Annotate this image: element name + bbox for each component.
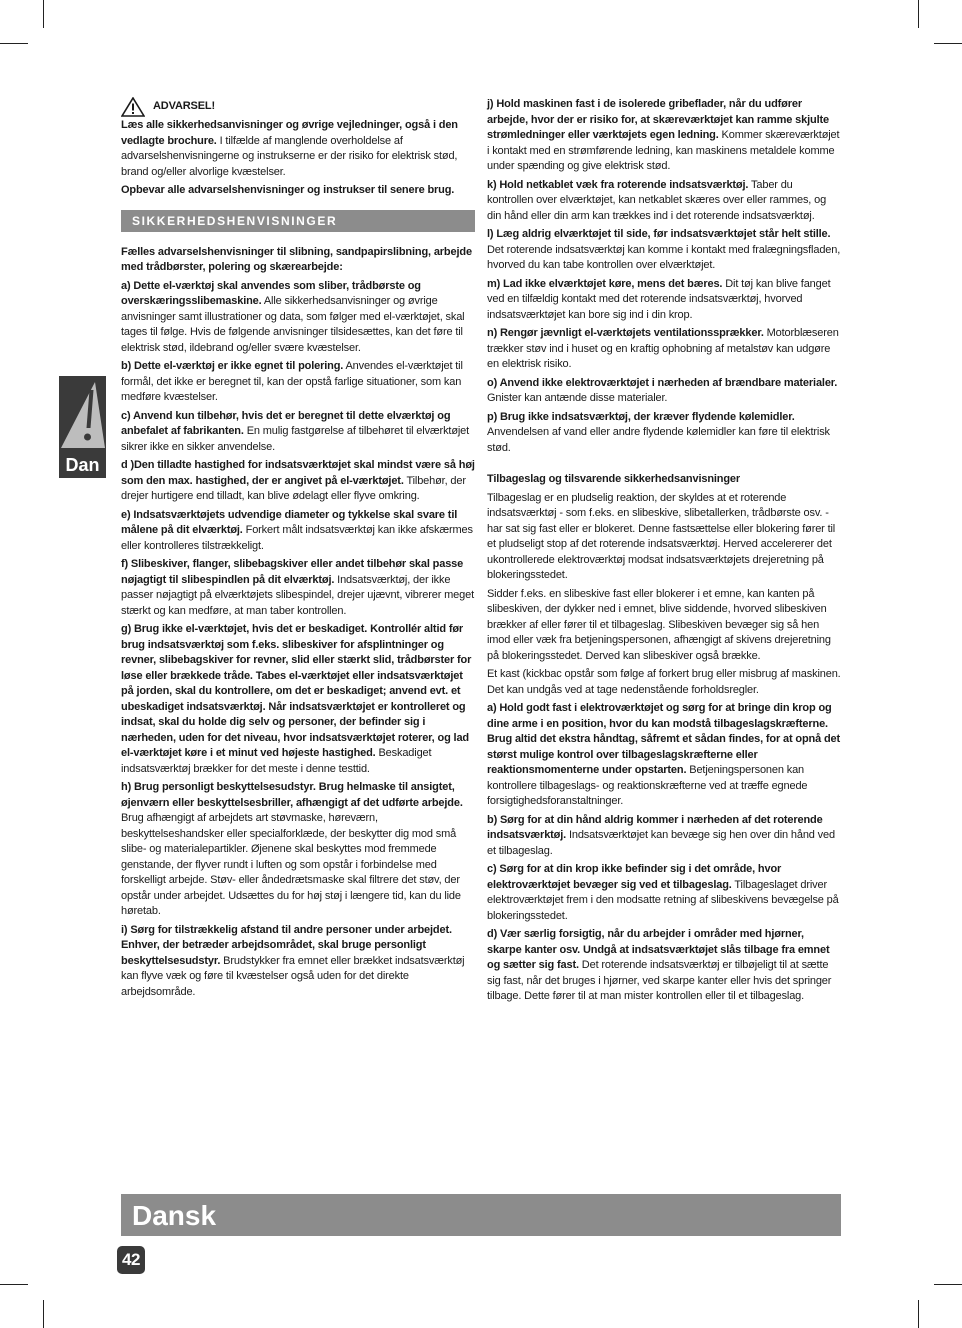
warning-triangle-icon bbox=[121, 97, 145, 117]
list-item: k) Hold netkablet væk fra roterende indsatsværktøj. Taber du kontrollen over elværktøjet, kan netkablet skæres over eller rammes, og din hånd eller din arm kan trækkes ind i det roterende indsatsværktøj. bbox=[487, 178, 827, 222]
footer-language-title: Dansk bbox=[132, 1200, 217, 1231]
crop-mark bbox=[918, 0, 919, 28]
list-item: m) Lad ikke elværktøjet køre, mens det bæres. Dit tøj kan blive fanget ved en tilfældig kontakt med det roterende indsatsværktøj, hvorved indsatsværktøjet kan bore sig ind i din krop. bbox=[487, 277, 831, 321]
side-tab-label: Dan bbox=[65, 455, 100, 475]
crop-mark bbox=[0, 1284, 28, 1285]
language-side-tab bbox=[59, 376, 106, 478]
list-item: a) Hold godt fast i elektroværktøjet og sørg for at bringe din krop og dine arme i en position, hvor du kan modstå tilbageslagskræfterne. Brug altid det ekstra håndtag, såfremt et sådan findes, for at opnå det størst mulige kontrol over tilbageslagskræfterne eller reaktionsmomenterne under opstarten. Betjeningspersonen kan kontrollere tilbageslags- og reaktionskræfterne ved at træffe egnede forsigtighedsforanstaltninger. bbox=[487, 702, 841, 807]
intro-paragraph: Læs alle sikkerhedsanvisninger og øvrige vejledninger, også i den vedlagte brochure. I tilfælde af manglende overholdelse af advarselshenvisningerne og instrukserne er der risiko for elektrisk stød, brand og/eller alvorlige kvæstelser. bbox=[121, 119, 458, 178]
list-item: o) Anvend ikke elektroværktøjet i nærheden af brændbare materialer. Gnister kan antænde disse materialer. bbox=[487, 376, 838, 404]
list-item: b) Dette el-værktøj er ikke egnet til polering. Anvendes el-værktøjet til formål, det ikke er beregnet til, kan der opstå farlige situationer, som kan medføre kvæstelser. bbox=[121, 360, 463, 403]
crop-mark bbox=[934, 43, 962, 44]
crop-mark bbox=[43, 0, 44, 28]
crop-mark bbox=[43, 1300, 44, 1328]
page-number: 42 bbox=[117, 1246, 145, 1274]
list-item: n) Rengør jævnligt el-værktøjets ventilationssprækker. Motorblæseren trækker støv ind i huset og en kraftig ophobning af metalstøv kan udgøre en elektrisk risiko. bbox=[487, 327, 839, 370]
list-item: a) Dette el-værktøj skal anvendes som sliber, trådbørste og overskæringsslibemaskine. Alle sikkerhedsanvisninger og øvrige anvisninger samt illustrationer og data, som følger med el-værktøjet, skal tages til følge. Hvis de følgende anvisninger tilsidesættes, kan det føre til elektrisk stød, ildebrand og/eller svære kvæstelser. bbox=[121, 279, 465, 354]
list-item: b) Sørg for at din hånd aldrig kommer i nærheden af det roterende indsatsværktøj. Indsatsværktøjet kan bevæge sig hen over din hånd ved et tilbageslag. bbox=[487, 813, 835, 857]
list-item: e) Indsatsværktøjets udvendige diameter og tykkelse skal svare til målene på dit elværktøj. Forkert målt indsatsværktøj kan ikke afskærmes eller kontrolleres tilstrækkeligt. bbox=[121, 508, 473, 552]
list-item: h) Brug personligt beskyttelsesudstyr. Brug helmaske til ansigtet, øjenværn eller beskyttelsesbriller, afhængigt af det udførte arbejde. Brug afhængigt af arbejdets art støvmaske, høreværn, beskyttelseshandsker eller specialforklæde, der beskytter dig mod små slibe- og materialepartikler. Øjenene skal beskyttes mod fremmede genstande, der flyver rundt i luften og som opstår i forbindelse med forskelligt arbejde. Støv- eller åndedrætsmaske skal filtrere det støv, der opstår under arbejdet. Udsættes du for høj støj i længere tid, kan du lide høretab. bbox=[121, 781, 463, 917]
list-item: f) Slibeskiver, flanger, slibebagskiver eller andet tilbehør skal passe nøjagtigt til slibespindlen på dit elværktøj. Indsatsværktøj, der ikke passer nøjagtigt på elværktøjets slibespindel, drejer ujævnt, vibrerer meget stærkt og kan medføre, at man taber kontrollen. bbox=[121, 558, 474, 617]
list-item: p) Brug ikke indsatsværktøj, der kræver flydende kølemidler. Anvendelsen af vand eller andre flydende kølemidler kan føre til elektrisk stød. bbox=[487, 410, 830, 454]
right-column bbox=[487, 97, 841, 1008]
keep-instructions: Opbevar alle advarselshenvisninger og instrukser til senere brug. bbox=[121, 184, 455, 196]
crop-mark bbox=[0, 43, 28, 44]
list-item: j) Hold maskinen fast i de isolerede gribeflader, når du udfører arbejde, hvor der er risiko for, at skæreværktøjet kan ramme skjulte strømledninger eller værktøjets egen ledning. Kommer skæreværktøjet i kontakt med en strømførende ledning, kan maskinens metaldele komme under spænding og give elektrisk stød. bbox=[487, 98, 840, 172]
warning-title: ADVARSEL! bbox=[153, 100, 216, 113]
list-item: l) Læg aldrig elværktøjet til side, før indsatsværktøjet står helt stille. Det roterende indsatsværktøj kan komme i kontakt med fralægningsfladen, hvorved du kan tabe kontrollen over elværktøjet. bbox=[487, 228, 841, 271]
language-footer-bar bbox=[121, 1194, 841, 1236]
list-item: c) Anvend kun tilbehør, hvis det er beregnet til dette elværktøj og anbefalet af fabrikanten. En mulig fastgørelse af tilbehøret til elværktøjet sikrer ikke en sikker anvendelse. bbox=[121, 409, 470, 453]
common-heading: Fælles advarselshenvisninger til slibning, sandpapirslibning, arbejde med trådbørster, polering og skærearbejde: bbox=[121, 245, 472, 273]
list-item: d )Den tilladte hastighed for indsatsværktøjet skal mindst være så høj som den max. hastighed, der er angivet på el-værktøjet. Tilbehør, der drejer hurtigere end tilladt, kan blive ødelagt eller flyve omkring. bbox=[121, 459, 475, 502]
list-item: i) Sørg for tilstrækkelig afstand til andre personer under arbejdet. Enhver, der betræder arbejdsområdet, skal bruge personligt beskyttelsesudstyr. Brudstykker fra emnet eller brækket indsatsværktøj kan flyve væk og føre til kvæstelser også uden for det direkte arbejdsområde. bbox=[121, 923, 465, 998]
kickback-paragraph: Sidder f.eks. en slibeskive fast eller blokerer i et emne, kan kanten på slibeskiven, der dykker ned i emnet, blive siddende, hvorved slibeskiven brækker af eller fører til et tilbageslag. Slibeskiven bevæger sig så hen imod eller væk fra betjeningspersonen, afhængigt af skivens drejeretning på blokeringsstedet. Derved kan slibeskiver også brække. bbox=[487, 587, 831, 662]
crop-mark bbox=[918, 1300, 919, 1328]
crop-mark bbox=[934, 1284, 962, 1285]
list-item: d) Vær særlig forsigtig, når du arbejder i områder med hjørner, skarpe kanter osv. Undgå at indsatsværktøjet slås tilbage fra emnet og sætter sig fast. Det roterende indsatsværktøj er tilbøjeligt til at sætte sig fast, når det bruges i hjørner, ved skarpe kanter eller hvis det springer tilbage. Dette fører til at man mister kontrollen eller til et tilbageslag. bbox=[487, 928, 832, 1002]
warning-header bbox=[121, 97, 475, 117]
section-title-bar: SIKKERHEDSHENVISNINGER bbox=[121, 210, 475, 232]
list-item: g) Brug ikke el-værktøjet, hvis det er beskadiget. Kontrollér altid før brug indsatsværktøj som f.eks. slibeskiver for afsplintninger og revner, slibebagskiver for revner, slid eller stærkt slid, trådbørster for løse eller brækkede tråde. Tabes el-værktøjet eller indsatsværktøjet på jorden, skal du kontrollere, om det er beskadiget; anvend evt. et ubeskadiget indsatsværktøj. Når indsatsværktøjet er kontrolleret og indsat, skal du holde dig selv og personer, der befinder sig i nærheden, uden for det niveau, hvor indsatsværktøjet roterer, og lad el-værktøjet køre i et minut ved højeste hastighed. Beskadiget indsatsværktøj brækker for det meste i denne testtid. bbox=[121, 623, 472, 775]
list-item: c) Sørg for at din krop ikke befinder sig i det område, hvor elektroværktøjet bevæger sig ved et tilbageslag. Tilbageslaget driver elektroværktøjet frem i den modsatte retning af slibeskivens bevægelse på blokeringsstedet. bbox=[487, 863, 839, 922]
kickback-paragraph: Tilbageslag er en pludselig reaktion, der skyldes at et roterende indsatsværktøj - som f.eks. en slibeskive, slibetallerken, trådbørste osv. - har sat sig fast eller er blokeret. Denne fastsættelse eller blokering fører til et pludseligt stop af det roterende indsatsværktøj. Herved accelererer det ukontrollerede elektroværktøj modsat indsatsværktøjets drejeretning på blokeringsstedet. bbox=[487, 491, 836, 581]
kickback-heading: Tilbageslag og tilsvarende sikkerhedsanvisninger bbox=[487, 473, 741, 485]
kickback-paragraph: Et kast (kickbac opstår som følge af forkert brug eller misbrug af maskinen. Det kan undgås ved at tage nedenstående forholdsregler. bbox=[487, 668, 841, 696]
left-column bbox=[121, 97, 475, 1003]
